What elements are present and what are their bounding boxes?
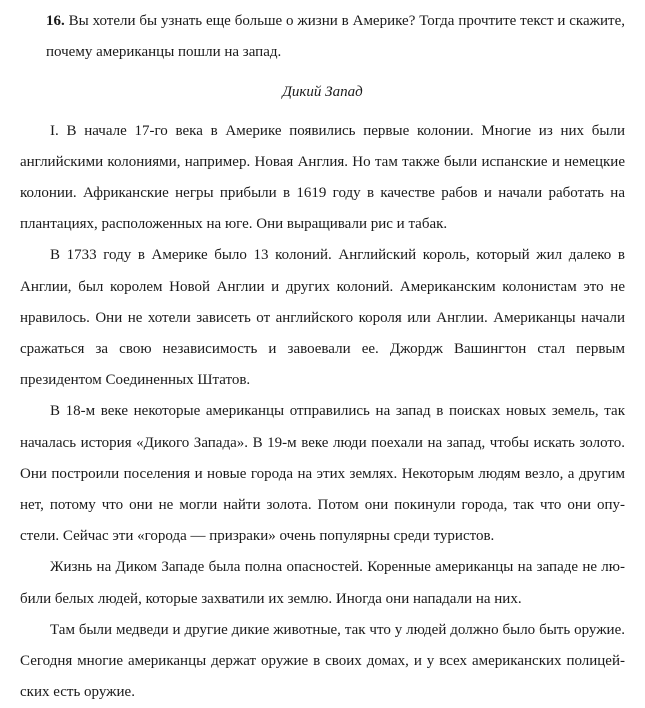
paragraph-independence: В 1733 году в Америке было 13 колоний. Английский король, который жил далеко в Англии, был королем Новой Англии и других колоний. Американским колонистам это не нравилось. Они не хотели зависеть от английского короля или Англии. Американцы начали сражаться за свою независимость и завоевали ее. Джордж Вашингтон стал первым президентом Соединенных Штатов. xyxy=(20,247,625,389)
task-text: Вы хотели бы узнать еще больше о жизни в Америке? Тогда прочтите текст и скажите, почему американцы пошли на запад. xyxy=(46,13,626,61)
task-number: 16. xyxy=(46,13,65,29)
article-title: Дикий Запад xyxy=(282,84,363,101)
paragraph-weapons: Там были медведи и другие дикие животные, так что у людей должно было быть оружие. Сегодня многие американцы держат оружие в своих домах, и у всех американских полицейских есть оружие. xyxy=(20,621,625,701)
paragraph-gold-rush: В 18-м веке некоторые американцы отправились на запад в поисках новых земель, так началась история «Дикого Запада». В 19-м веке люди поехали на запад, чтобы искать золото. Они построили поселения и новые города на этих землях. Некоторым людям везло, а другим нет, потому что они не могли найти золота. Потом они покинули города, так что они опустели. Сейчас эти «города — призраки» очень популярны среди туристов. xyxy=(20,403,625,545)
paragraph-colonies: I. В начале 17-го века в Америке появились первые колонии. Многие из них были английскими колониями, например. Новая Англия. Но там также были испанские и немецкие колонии. Африканские негры прибыли в 1619 году в качестве рабов и начали работать на плантациях, расположенных на юге. Они выращивали рис и табак. xyxy=(20,122,625,233)
task-instruction xyxy=(20,6,625,68)
paragraph-dangers: Жизнь на Диком Западе была полна опасностей. Коренные американцы на западе не любили белых людей, которые захватили их землю. Иногда они нападали на них. xyxy=(20,559,625,607)
